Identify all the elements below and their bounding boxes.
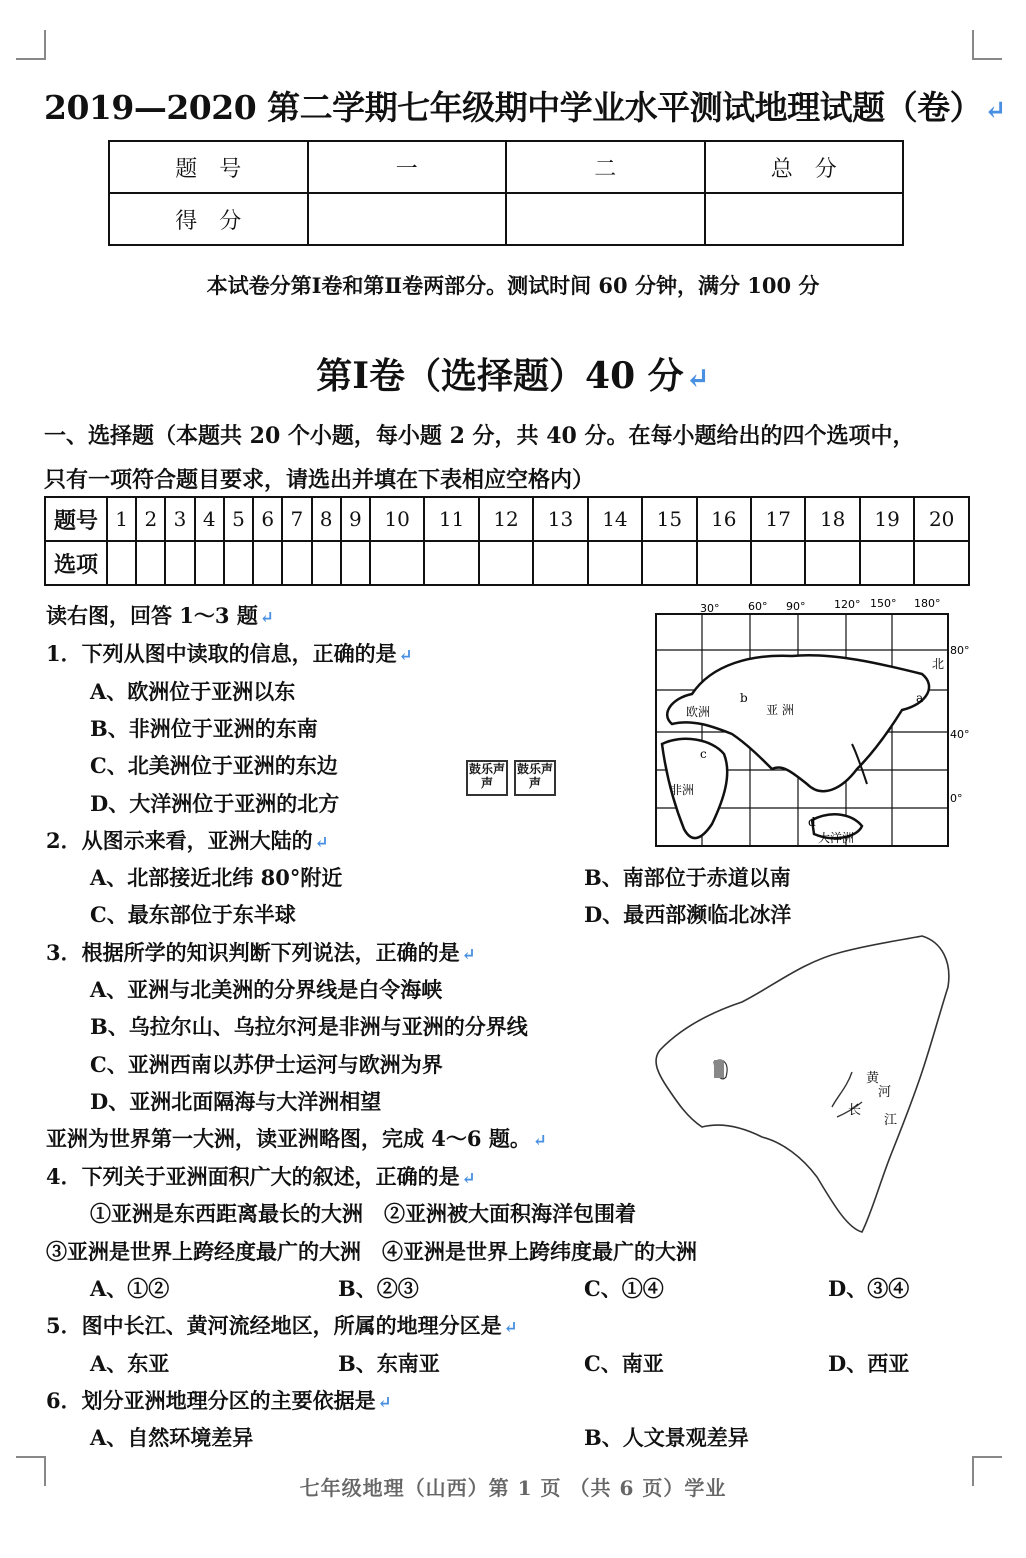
question-2-option-a[interactable]: A、北部接近北纬 80°附近 bbox=[90, 865, 343, 890]
answer-choice-cell[interactable] bbox=[805, 541, 859, 585]
answer-option-label: 选项 bbox=[45, 541, 107, 585]
answer-number-cell: 20 bbox=[914, 497, 969, 541]
question-4-option-b[interactable]: B、②③ bbox=[338, 1276, 419, 1301]
answer-number-cell: 14 bbox=[588, 497, 642, 541]
corner-mark-top-right bbox=[972, 30, 1002, 60]
reading-intro-2: 亚洲为世界第一大洲，读亚洲略图，完成 4～6 题。 ↵ bbox=[46, 1126, 547, 1151]
question-1-option-a[interactable]: A、欧洲位于亚洲以东 bbox=[90, 679, 296, 704]
question-3-option-c[interactable]: C、亚洲西南以苏伊士运河与欧洲为界 bbox=[90, 1052, 443, 1077]
question-1-option-c[interactable]: C、北美洲位于亚洲的东边 bbox=[90, 753, 338, 778]
question-6-stem: 6．划分亚洲地理分区的主要依据是 ↵ bbox=[46, 1388, 392, 1413]
answer-number-cell: 9 bbox=[341, 497, 370, 541]
reading-intro-1: 读右图，回答 1～3 题 ↵ bbox=[46, 603, 274, 628]
score-cell: 一 bbox=[308, 141, 507, 193]
answer-choice-cell[interactable] bbox=[136, 541, 165, 585]
answer-number-cell: 15 bbox=[642, 497, 696, 541]
answer-choice-cell[interactable] bbox=[312, 541, 341, 585]
question-5-option-c[interactable]: C、南亚 bbox=[584, 1351, 664, 1376]
question-2-option-d[interactable]: D、最西部濒临北冰洋 bbox=[584, 902, 792, 927]
answer-number-cell: 1 bbox=[107, 497, 136, 541]
answer-choice-cell[interactable] bbox=[165, 541, 194, 585]
answer-number-cell: 2 bbox=[136, 497, 165, 541]
score-cell: 总 分 bbox=[705, 141, 904, 193]
label-huang: 黄 bbox=[866, 1071, 880, 1086]
answer-choice-cell[interactable] bbox=[424, 541, 478, 585]
world-grid-map-svg bbox=[652, 594, 974, 850]
lon-label: 180° bbox=[914, 597, 941, 610]
answer-table bbox=[44, 496, 970, 586]
asia-sketch-map-svg bbox=[652, 932, 970, 1248]
lat-label: 0° bbox=[950, 792, 963, 805]
label-europe: 欧洲 bbox=[686, 705, 711, 719]
answer-number-cell: 4 bbox=[195, 497, 224, 541]
question-4-statements-1: ①亚洲是东西距离最长的大洲 ②亚洲被大面积海洋包围着 bbox=[90, 1201, 636, 1226]
answer-table-header-row bbox=[45, 497, 969, 541]
question-4-statements-2: ③亚洲是世界上跨经度最广的大洲 ④亚洲是世界上跨纬度最广的大洲 bbox=[46, 1239, 697, 1264]
lon-label: 120° bbox=[834, 598, 861, 611]
question-6-option-a[interactable]: A、自然环境差异 bbox=[90, 1425, 254, 1450]
world-grid-map bbox=[652, 594, 974, 850]
answer-number-cell: 5 bbox=[224, 497, 253, 541]
answer-choice-cell[interactable] bbox=[370, 541, 424, 585]
answer-number-cell: 17 bbox=[751, 497, 805, 541]
answer-header-label: 题号 bbox=[45, 497, 107, 541]
label-oceania: 大洋洲 bbox=[818, 831, 855, 845]
answer-number-cell: 8 bbox=[312, 497, 341, 541]
question-1-stem: 1．下列从图中读取的信息，正确的是 ↵ bbox=[46, 641, 413, 666]
page-title: 2019—2020 第二学期七年级期中学业水平测试地理试题（卷）↵ bbox=[44, 88, 1006, 127]
question-1-option-d[interactable]: D、大洋洲位于亚洲的北方 bbox=[90, 791, 340, 816]
answer-choice-cell[interactable] bbox=[341, 541, 370, 585]
question-5-option-a[interactable]: A、东亚 bbox=[90, 1351, 170, 1376]
question-4-option-a[interactable]: A、①② bbox=[90, 1276, 170, 1301]
answer-choice-cell[interactable] bbox=[533, 541, 587, 585]
answer-choice-cell[interactable] bbox=[195, 541, 224, 585]
lat-label: 80° bbox=[950, 644, 970, 657]
question-3-stem: 3．根据所学的知识判断下列说法，正确的是 ↵ bbox=[46, 940, 476, 965]
label-north: 北 bbox=[932, 657, 945, 671]
exam-note: 本试卷分第Ⅰ卷和第Ⅱ卷两部分。测试时间 60 分钟，满分 100 分 bbox=[206, 273, 820, 298]
answer-number-cell: 11 bbox=[424, 497, 478, 541]
question-5-option-b[interactable]: B、东南亚 bbox=[338, 1351, 440, 1376]
question-4-option-d[interactable]: D、③④ bbox=[828, 1276, 910, 1301]
lon-label: 90° bbox=[786, 600, 806, 613]
score-cell: 得 分 bbox=[109, 193, 308, 245]
lon-label: 150° bbox=[870, 597, 897, 610]
decorative-stamp: 鼓乐声声 bbox=[466, 760, 508, 796]
label-c: c bbox=[700, 747, 707, 761]
question-2-stem: 2．从图示来看，亚洲大陆的 ↵ bbox=[46, 828, 329, 853]
answer-choice-cell[interactable] bbox=[107, 541, 136, 585]
score-input-cell[interactable] bbox=[705, 193, 904, 245]
answer-choice-cell[interactable] bbox=[224, 541, 253, 585]
question-4-option-c[interactable]: C、①④ bbox=[584, 1276, 664, 1301]
answer-choice-cell[interactable] bbox=[253, 541, 282, 585]
answer-number-cell: 10 bbox=[370, 497, 424, 541]
score-cell: 题 号 bbox=[109, 141, 308, 193]
label-chang: 长 bbox=[848, 1103, 862, 1118]
score-cell: 二 bbox=[506, 141, 705, 193]
answer-number-cell: 19 bbox=[860, 497, 914, 541]
question-4-stem: 4．下列关于亚洲面积广大的叙述，正确的是 ↵ bbox=[46, 1164, 476, 1189]
answer-choice-cell[interactable] bbox=[860, 541, 914, 585]
lon-label: 60° bbox=[748, 600, 768, 613]
corner-mark-top-left bbox=[16, 30, 46, 60]
lat-label: 40° bbox=[950, 728, 970, 741]
score-input-cell[interactable] bbox=[506, 193, 705, 245]
label-a: a bbox=[916, 691, 924, 705]
question-3-option-b[interactable]: B、乌拉尔山、乌拉尔河是非洲与亚洲的分界线 bbox=[90, 1014, 528, 1039]
asia-sketch-map bbox=[652, 932, 970, 1248]
answer-choice-cell[interactable] bbox=[914, 541, 969, 585]
answer-number-cell: 6 bbox=[253, 497, 282, 541]
score-table-row bbox=[109, 193, 903, 245]
label-b: b bbox=[740, 691, 748, 705]
instruction-line-2: 只有一项符合题目要求，请选出并填在下表相应空格内） bbox=[44, 467, 595, 493]
question-1-option-b[interactable]: B、非洲位于亚洲的东南 bbox=[90, 716, 318, 741]
decorative-stamp: 鼓乐声声 bbox=[514, 760, 556, 796]
score-table bbox=[108, 140, 904, 246]
answer-number-cell: 18 bbox=[805, 497, 859, 541]
answer-number-cell: 16 bbox=[697, 497, 751, 541]
answer-choice-cell[interactable] bbox=[751, 541, 805, 585]
page-footer: 七年级地理（山西）第 1 页 （共 6 页）学业 bbox=[299, 1476, 727, 1500]
answer-choice-cell[interactable] bbox=[588, 541, 642, 585]
score-table-row bbox=[109, 141, 903, 193]
question-3-option-d[interactable]: D、亚洲北面隔海与大洋洲相望 bbox=[90, 1089, 382, 1114]
answer-choice-cell[interactable] bbox=[642, 541, 696, 585]
lon-label: 30° bbox=[700, 602, 720, 615]
answer-choice-cell[interactable] bbox=[282, 541, 311, 585]
label-africa: 非洲 bbox=[670, 783, 695, 797]
question-3-option-a[interactable]: A、亚洲与北美洲的分界线是白令海峡 bbox=[90, 977, 443, 1002]
answer-number-cell: 13 bbox=[533, 497, 587, 541]
label-asia: 亚 洲 bbox=[766, 703, 794, 717]
label-he: 河 bbox=[878, 1085, 892, 1100]
section-title: 第Ⅰ卷（选择题）40 分↵ bbox=[316, 355, 710, 397]
label-d: d bbox=[808, 815, 816, 829]
answer-choice-cell[interactable] bbox=[697, 541, 751, 585]
question-2-option-c[interactable]: C、最东部位于东半球 bbox=[90, 902, 296, 927]
answer-number-cell: 12 bbox=[479, 497, 533, 541]
answer-number-cell: 3 bbox=[165, 497, 194, 541]
question-5-stem: 5．图中长江、黄河流经地区，所属的地理分区是 ↵ bbox=[46, 1313, 518, 1338]
answer-table-option-row bbox=[45, 541, 969, 585]
label-jiang: 江 bbox=[884, 1113, 898, 1128]
question-5-option-d[interactable]: D、西亚 bbox=[828, 1351, 910, 1376]
question-2-option-b[interactable]: B、南部位于赤道以南 bbox=[584, 865, 791, 890]
answer-number-cell: 7 bbox=[282, 497, 311, 541]
instruction-line-1: 一、选择题（本题共 20 个小题，每小题 2 分，共 40 分。在每小题给出的四个选项中， bbox=[44, 423, 915, 449]
question-6-option-b[interactable]: B、人文景观差异 bbox=[584, 1425, 749, 1450]
score-input-cell[interactable] bbox=[308, 193, 507, 245]
answer-choice-cell[interactable] bbox=[479, 541, 533, 585]
